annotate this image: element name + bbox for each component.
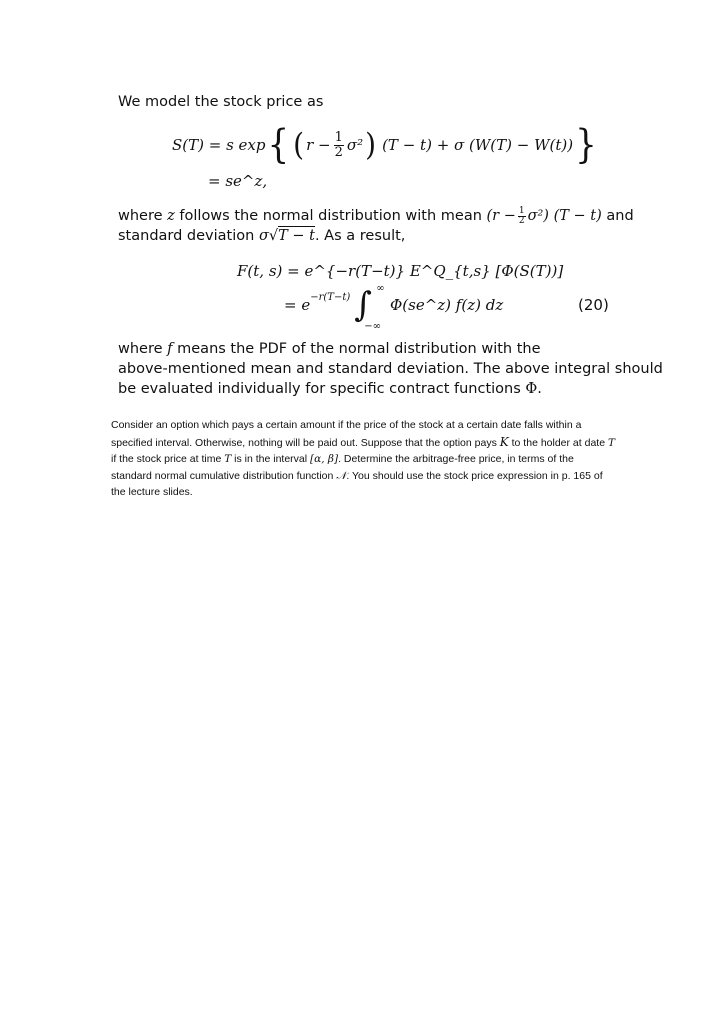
stock-price-equation (172, 122, 599, 168)
para2-text-c: be evaluated individually for specific contract functions (118, 381, 521, 397)
para1-text-a: where (118, 208, 163, 224)
para1-sigma: σ (258, 228, 269, 244)
para1-text-e: . As a result, (314, 228, 406, 244)
para2-text-b: means the PDF of the normal distribution with the (177, 341, 541, 357)
task-var-N: 𝒩 (336, 469, 347, 482)
task-var-K: K (499, 434, 509, 449)
para2-line2: above-mentioned mean and standard deviation. The above integral should (118, 361, 663, 377)
task-text-4: is in the interval (231, 453, 311, 465)
eq1-sigma-sq: σ² (346, 136, 364, 154)
paragraph-pdf (118, 339, 663, 399)
task-text-1: Consider an option which pays a certain amount if the price of the stock at a certain date falls within a specified interval. Otherwise, nothing will be paid out. Suppose that the option pays (111, 419, 582, 449)
para1-var-z: z (167, 208, 175, 224)
para1-mean-a: (r − (486, 208, 516, 224)
para1-line2 (118, 226, 634, 246)
para1-mean-b: σ²) (T − t) (527, 208, 602, 224)
eq1-inner-rest: (T − t) + σ (W(T) − W(t)) (382, 136, 574, 154)
eq2-exponent: −r(T−t) (310, 291, 351, 303)
para1-text-d: standard deviation (118, 228, 255, 244)
para1-text-b: follows the normal distribution with mean (179, 208, 482, 224)
integral-sign: ∫ ∞ −∞ (354, 283, 385, 332)
intro-text: We model the stock price as (118, 94, 324, 110)
eq1-close-paren: ) (365, 126, 377, 163)
eq1-half-num: 1 (334, 129, 343, 145)
eq1-half-den: 2 (334, 144, 343, 160)
integral-upper-limit: ∞ (376, 283, 385, 294)
para1-sqrt: √T − t (268, 228, 315, 244)
task-text-2: to the holder at date (508, 436, 608, 449)
task-text-6: . You should use the stock price expression in p. 165 of the lecture slides. (111, 469, 603, 498)
task-text-3: if the stock price at time (111, 453, 225, 465)
eq1-line2: = se^z, (208, 172, 268, 190)
para2-text-a: where (118, 341, 163, 357)
eq1-close-brace: } (575, 122, 597, 168)
eq2-pre: = e (284, 296, 311, 314)
task-text-5: . Determine the arbitrage-free price, in terms of the standard normal cumulative distribution function (111, 453, 574, 482)
para2-line1 (118, 339, 663, 359)
para1-sqrt-arg: T − t (278, 228, 315, 244)
pricing-equation-line1: F(t, s) = e^{−r(T−t)} E^Q_{t,s} [Φ(S(T))] (237, 262, 564, 280)
paragraph-distribution (118, 206, 634, 246)
task-var-T1: T (607, 436, 615, 449)
para1-half-den: 2 (518, 215, 525, 226)
para1-half-fraction (518, 207, 526, 226)
equation-number: (20) (578, 296, 609, 314)
eq1-open-brace: { (267, 122, 290, 168)
eq1-inner-start: r − (306, 136, 331, 154)
eq1-half-fraction (334, 131, 344, 159)
para1-half-num: 1 (518, 205, 525, 216)
task-var-T2: T (224, 453, 232, 465)
task-interval: [α, β] (310, 453, 339, 465)
integral-lower-limit: −∞ (364, 321, 381, 332)
para2-phi: Φ. (525, 381, 542, 397)
para2-line3 (118, 379, 663, 399)
eq2-integrand: Φ(se^z) f(z) dz (389, 296, 504, 314)
pricing-equation-line2 (284, 283, 504, 332)
eq1-open-paren: ( (293, 126, 305, 163)
para1-text-c: and (606, 208, 634, 224)
para2-var-f: f (167, 341, 173, 357)
eq1-lhs: S(T) = s exp (172, 136, 266, 154)
para1-line1 (118, 206, 634, 226)
problem-statement (111, 417, 616, 501)
